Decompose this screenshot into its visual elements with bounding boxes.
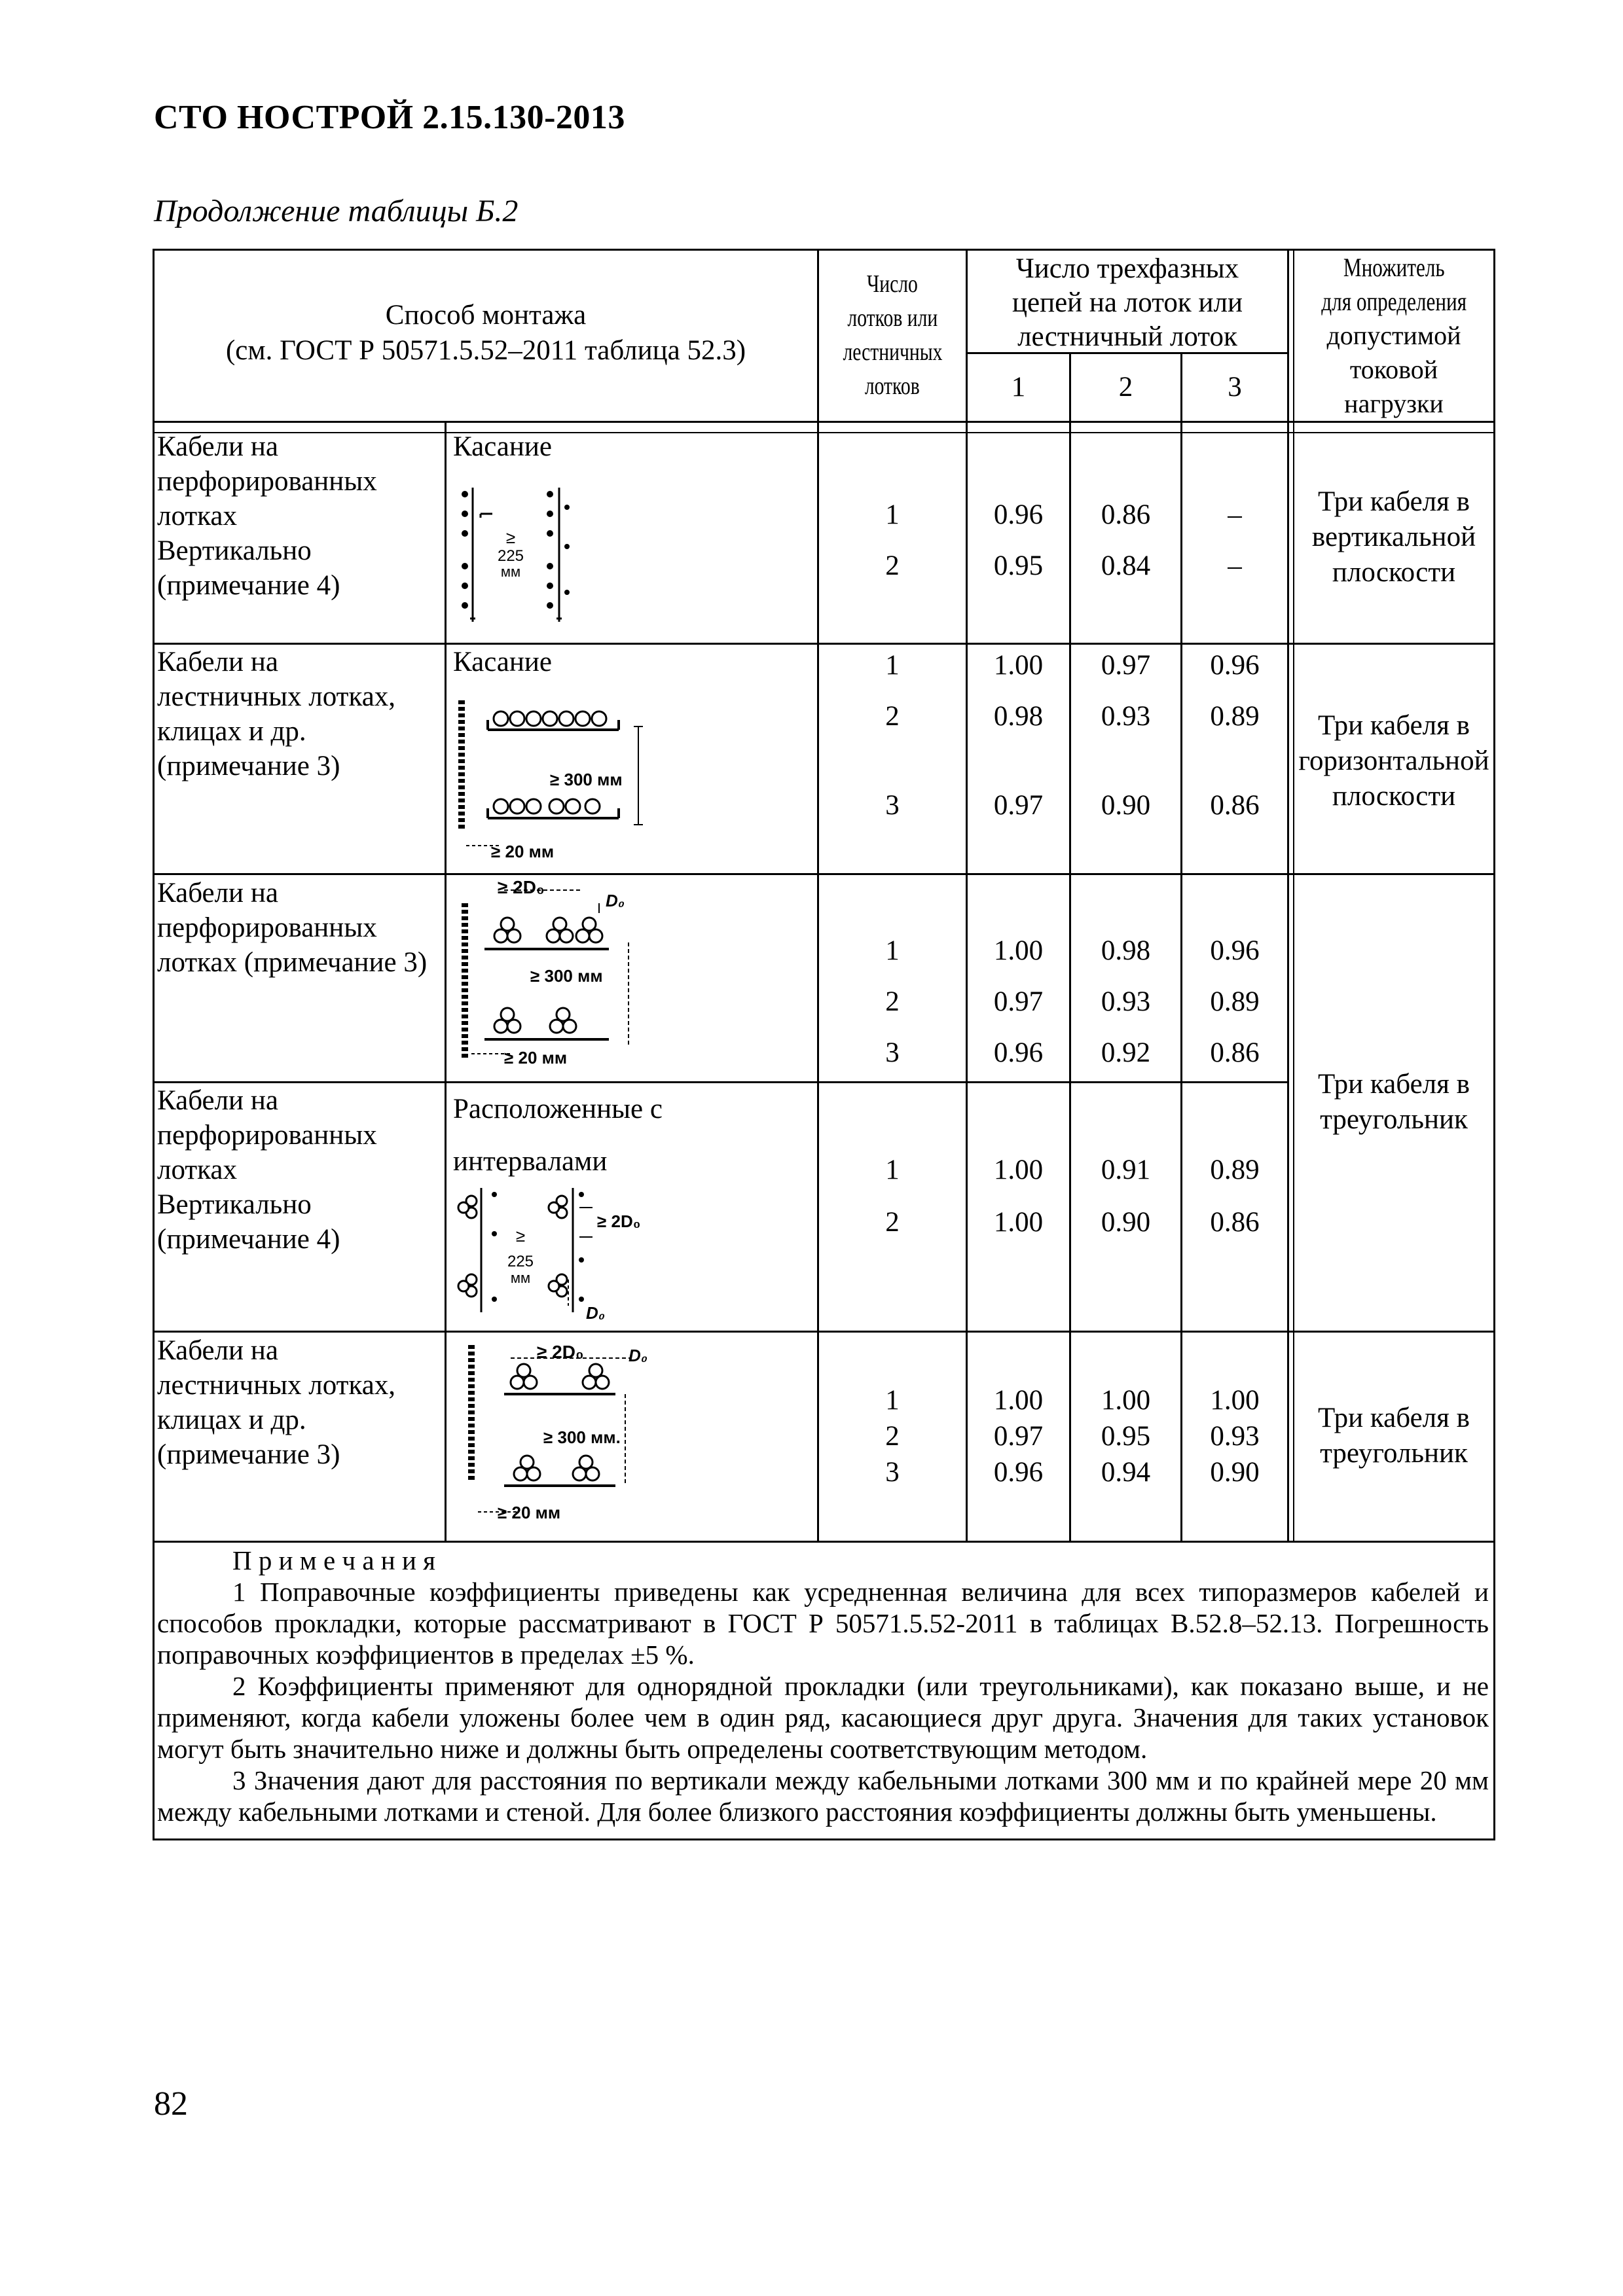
row4-diagram-d0: D₀ xyxy=(586,1303,606,1323)
row5-diagram xyxy=(452,1335,661,1532)
row1-diagram xyxy=(452,481,596,632)
row3-cable: Кабели на перфорированных лотках (примечание 3) xyxy=(157,878,428,978)
row1-diagram-ge: ≥ xyxy=(505,528,516,547)
row2-cable: Кабели на лестничных лотках, клицах и др. (примечание 3) xyxy=(157,647,396,781)
row5-diagram-d0: D₀ xyxy=(629,1346,648,1365)
row2-diagram xyxy=(452,694,661,870)
row3-trays: 1 2 3 xyxy=(885,935,900,1068)
row5-c3: 1.00 0.93 0.90 xyxy=(1210,1385,1260,1488)
document-code: СТО НОСТРОЙ 2.15.130-2013 xyxy=(154,99,625,136)
table-caption: Продолжение таблицы Б.2 xyxy=(154,194,519,228)
row2-diagram-20: ≥ 20 мм xyxy=(491,842,555,861)
header-multiplier: Множитель для определения допустимой токовой нагрузки xyxy=(1321,253,1467,418)
header-circuit-3: 3 xyxy=(1228,372,1242,403)
row5-diagram-300: ≥ 300 мм. xyxy=(543,1427,621,1447)
row1-diagram-225: 225 xyxy=(497,547,524,565)
page-number: 82 xyxy=(154,2085,188,2123)
row4-c1: 1.00 1.00 xyxy=(993,1155,1044,1238)
row5-c2: 1.00 0.95 0.94 xyxy=(1101,1385,1151,1488)
row2-method: Касание xyxy=(453,647,553,677)
row1-cable: Кабели на перфорированных лотках Вертикально (примечание 4) xyxy=(157,431,377,601)
row5-diagram-2d0: ≥ 2D₀ xyxy=(537,1342,584,1362)
row1-c3: – – xyxy=(1228,499,1242,581)
row1-diagram-mm: мм xyxy=(500,564,521,580)
row1-c2: 0.86 0.84 xyxy=(1101,499,1151,581)
row3-diagram-300: ≥ 300 мм xyxy=(530,966,603,986)
notes-title: П р и м е ч а н и я xyxy=(232,1545,436,1575)
header-circuit-1: 1 xyxy=(1011,372,1026,403)
row5-diagram-20: ≥ 20 мм xyxy=(498,1503,561,1522)
row1-method: Касание xyxy=(453,431,553,462)
row2-c1: 1.00 0.98 0.97 xyxy=(993,650,1044,821)
row1-c1: 0.96 0.95 xyxy=(993,499,1044,581)
header-method: Способ монтажа (см. ГОСТ Р 50571.5.52–2011 таблица 52.3) xyxy=(225,300,746,366)
row3-diagram xyxy=(452,877,648,1070)
row2-c2: 0.97 0.93 0.90 xyxy=(1101,650,1151,821)
row5-trays: 1 2 3 xyxy=(885,1385,900,1488)
header-circuit-2: 2 xyxy=(1118,372,1133,403)
row4-c2: 0.91 0.90 xyxy=(1101,1155,1151,1238)
row4-diagram-225: 225 xyxy=(507,1253,534,1270)
header-circuits: Число трехфазных цепей на лоток или лестничный лоток xyxy=(1012,253,1243,352)
row4-diagram xyxy=(452,1181,661,1325)
row1-trays: 1 2 xyxy=(885,499,900,581)
row2-multiplier: Три кабеля в горизонтальной плоскости xyxy=(1298,710,1489,812)
row3-diagram-20: ≥ 20 мм xyxy=(504,1048,568,1067)
row4-c3: 0.89 0.86 xyxy=(1210,1155,1260,1238)
row4-method: Расположенные с интервалами xyxy=(453,1094,663,1177)
row5-cable: Кабели на лестничных лотках, клицах и др. (примечание 3) xyxy=(157,1335,396,1470)
row4-cable: Кабели на перфорированных лотках Вертикально (примечание 4) xyxy=(157,1085,377,1255)
note-3: 3 Значения дают для расстояния по вертикали между кабельными лотками 300 мм и по крайней мере 20 мм между кабельными лотками и стеной. Для более близкого расстояния коэффициенты должны быть уменьшены. xyxy=(157,1765,1489,1827)
row3-c3: 0.96 0.89 0.86 xyxy=(1210,935,1260,1068)
row2-diagram-300: ≥ 300 мм xyxy=(550,770,623,789)
header-trays: Число лотков или лестничных лотков xyxy=(842,270,943,400)
row4-diagram-2d0: ≥ 2D₀ xyxy=(597,1211,641,1231)
row2-c3: 0.96 0.89 0.86 xyxy=(1210,650,1260,821)
note-2: 2 Коэффициенты применяют для однорядной прокладки (или треугольниками), как показано выше, и не применяют, когда кабели уложены более чем в один ряд, касающиеся друг друга. Значения для таких установок могут быть значительно ниже и должны быть определены соответствующим методом. xyxy=(157,1671,1489,1764)
row3-c1: 1.00 0.97 0.96 xyxy=(993,935,1044,1068)
row5-multiplier: Три кабеля в треугольник xyxy=(1318,1403,1470,1469)
row4-diagram-mm: мм xyxy=(510,1270,531,1286)
row4-diagram-ge: ≥ xyxy=(515,1226,526,1246)
row3-c2: 0.98 0.93 0.92 xyxy=(1101,935,1151,1068)
note-1: 1 Поправочные коэффициенты приведены как усредненная величина для всех типоразмеров кабелей и способов прокладки, которые рассматривают в ГОСТ Р 50571.5.52-2011 в таблицах В.52.8–52.13. Погрешность поправочных коэффициентов в пределах ±5 %. xyxy=(157,1577,1489,1670)
row3-diagram-d0: D₀ xyxy=(606,891,625,910)
row3-multiplier: Три кабеля в треугольник xyxy=(1318,1069,1470,1135)
row5-c1: 1.00 0.97 0.96 xyxy=(993,1385,1044,1488)
row2-trays: 1 2 3 xyxy=(885,650,900,821)
row1-multiplier: Три кабеля в вертикальной плоскости xyxy=(1311,486,1476,588)
row4-trays: 1 2 xyxy=(885,1155,900,1238)
row3-diagram-2d0: ≥ 2D₀ xyxy=(498,877,545,897)
